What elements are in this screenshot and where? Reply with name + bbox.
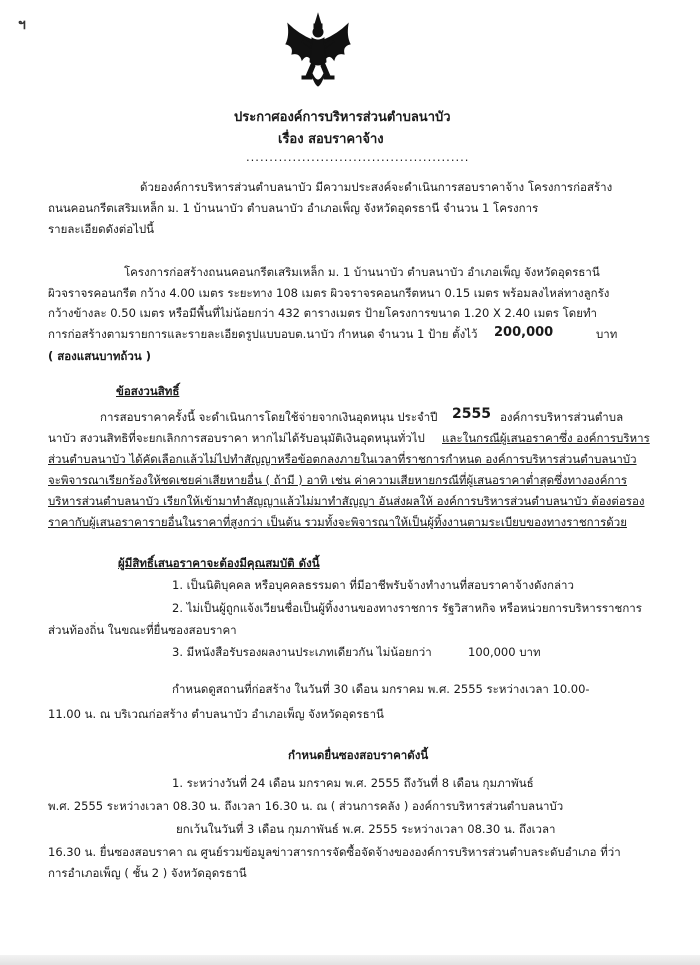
- intro-line-1: ด้วยองค์การบริหารส่วนตำบลนาบัว มีความประสงค์จะดำเนินการสอบราคาจ้าง โครงการก่อสร้าง: [140, 180, 613, 194]
- intro-line-2: ถนนคอนกรีตเสริมเหล็ก ม. 1 บ้านนาบัว ตำบลนาบัว อำเภอเพ็ญ จังหวัดอุดรธานี จำนวน 1 โครงการ: [48, 201, 539, 215]
- submission-heading: กำหนดยื่นซองสอบราคาดังนี้: [288, 748, 429, 762]
- reservation-line-5: บริหารส่วนตำบลนาบัว เรียกให้เข้ามาทำสัญญาแล้วไม่มาทำสัญญา อันส่งผลให้ องค์การบริหารส่วนตำบลนาบัว ต้องต่อรอง: [48, 494, 645, 508]
- reservation-year: 2555: [452, 406, 491, 422]
- announcement-title: ประกาศองค์การบริหารส่วนตำบลนาบัว: [234, 110, 451, 125]
- site-visit-line-1: กำหนดดูสถานที่ก่อสร้าง ในวันที่ 30 เดือน มกราคม พ.ศ. 2555 ระหว่างเวลา 10.00-: [172, 682, 590, 696]
- header-rule: ................................................: [246, 150, 470, 164]
- project-line-4: การก่อสร้างตามรายการและรายละเอียดรูปแบบอบต.นาบัว กำหนด จำนวน 1 ป้าย ตั้งไว้: [48, 327, 478, 341]
- reservation-line-1-end: องค์การบริหารส่วนตำบล: [500, 410, 624, 424]
- site-visit-line-2: 11.00 น. ณ บริเวณก่อสร้าง ตำบลนาบัว อำเภอเพ็ญ จังหวัดอุดรธานี: [48, 707, 384, 721]
- project-line-2: ผิวจราจรคอนกรีต กว้าง 4.00 เมตร ระยะทาง 108 เมตร ผิวจราจรคอนกรีตหนา 0.15 เมตร พร้อมลงไหล่ทางลูกรัง: [48, 286, 610, 300]
- project-budget-amount: 200,000: [494, 325, 554, 340]
- qualification-item-3: 3. มีหนังสือรับรองผลงานประเภทเดียวกัน ไม่น้อยกว่า: [172, 645, 432, 659]
- reservation-line-3: ส่วนตำบลนาบัว ได้คัดเลือกแล้วไม่ไปทำสัญญาหรือข้อตกลงภายในเวลาที่ราชการกำหนด องค์การบริหารส่วนตำบลนาบัว: [48, 452, 637, 466]
- qualification-item-2-cont: ส่วนท้องถิ่น ในขณะที่ยื่นซองสอบราคา: [48, 623, 237, 637]
- qualification-item-2: 2. ไม่เป็นผู้ถูกแจ้งเวียนชื่อเป็นผู้ทิ้งงานของทางราชการ รัฐวิสาหกิจ หรือหน่วยการบริหารราชการ: [172, 601, 642, 615]
- submission-line-2: พ.ศ. 2555 ระหว่างเวลา 08.30 น. ถึงเวลา 16.30 น. ณ ( ส่วนการคลัง ) องค์การบริหารส่วนตำบลนาบัว: [48, 799, 564, 813]
- project-budget-unit: บาท: [596, 327, 618, 341]
- submission-line-3: ยกเว้นในวันที่ 3 เดือน กุมภาพันธ์ พ.ศ. 2555 ระหว่างเวลา 08.30 น. ถึงเวลา: [176, 822, 556, 836]
- reservation-line-1: การสอบราคาครั้งนี้ จะดำเนินการโดยใช้จ่ายจากเงินอุดหนุน ประจำปี: [100, 410, 438, 424]
- intro-line-3: รายละเอียดดังต่อไปนี้: [48, 222, 155, 236]
- corner-mark: ฯ: [18, 17, 26, 33]
- reservation-heading: ข้อสงวนสิทธิ์: [116, 384, 180, 398]
- reservation-line-2: นาบัว สงวนสิทธิที่จะยกเลิกการสอบราคา หากไม่ได้รับอนุมัติเงินอุดหนุนทั่วไป: [48, 431, 425, 445]
- project-line-1: โครงการก่อสร้างถนนคอนกรีตเสริมเหล็ก ม. 1 บ้านนาบัว ตำบลนาบัว อำเภอเพ็ญ จังหวัดอุดรธานี: [124, 265, 600, 279]
- submission-line-5: การอำเภอเพ็ญ ( ชั้น 2 ) จังหวัดอุดรธานี: [48, 866, 247, 880]
- qualifications-heading: ผู้มีสิทธิ์เสนอราคาจะต้องมีคุณสมบัติ ดังนี้: [118, 556, 320, 570]
- reservation-line-2-underlined: และในกรณีผู้เสนอราคาซึ่ง องค์การบริหาร: [442, 431, 650, 445]
- garuda-emblem-icon: [284, 12, 352, 94]
- qualification-item-1: 1. เป็นนิติบุคคล หรือบุคคลธรรมดา ที่มีอาชีพรับจ้างทำงานที่สอบราคาจ้างดังกล่าว: [172, 578, 574, 592]
- submission-line-1: 1. ระหว่างวันที่ 24 เดือน มกราคม พ.ศ. 2555 ถึงวันที่ 8 เดือน กุมภาพันธ์: [172, 776, 534, 790]
- submission-line-4: 16.30 น. ยื่นซองสอบราคา ณ ศูนย์รวมข้อมูลข่าวสารการจัดซื้อจัดจ้างขององค์การบริหารส่วนตำบลระดับอำเภอ ที่ว่า: [48, 845, 621, 859]
- announcement-subject: เรื่อง สอบราคาจ้าง: [278, 132, 384, 147]
- reservation-line-4: จะพิจารณาเรียกร้องให้ชดเชยค่าเสียหายอื่น ( ถ้ามี ) อาทิ เช่น ค่าความเสียหายกรณีที่ผู้เสนอราคาต่ำสุดซึ่งทางองค์การ: [48, 473, 628, 487]
- project-line-3: กว้างข้างละ 0.50 เมตร หรือมีพื้นที่ไม่น้อยกว่า 432 ตารางเมตร ป้ายโครงการขนาด 1.20 X 2.40 เมตร โดยทำ: [48, 306, 597, 320]
- reservation-line-6: ราคากับผู้เสนอราคารายอื่นในราคาที่สูงกว่า เป็นต้น รวมทั้งจะพิจารณาให้เป็นผู้ทิ้งงานตามระเบียบของทางราชการด้วย: [48, 515, 627, 529]
- page-bottom-edge: [0, 955, 700, 965]
- project-budget-words: ( สองแสนบาทถ้วน ): [48, 349, 151, 363]
- qualification-item-3-amount: 100,000 บาท: [468, 645, 541, 659]
